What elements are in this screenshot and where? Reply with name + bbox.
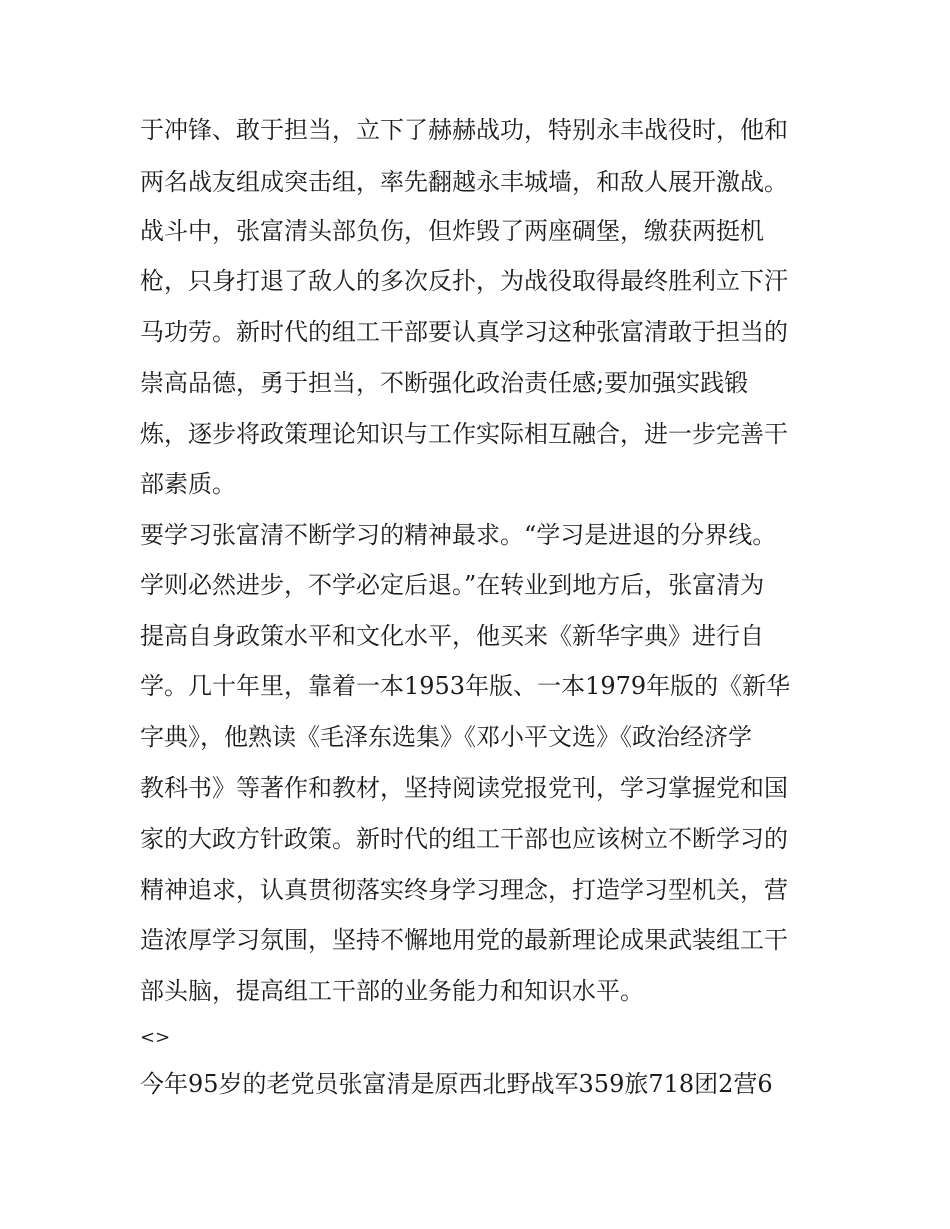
text-line: 部素质。 — [140, 470, 236, 498]
text-line: 教科书》等著作和教材，坚持阅读党报党刊，学习掌握党和国 — [140, 774, 788, 802]
text-line: 学。几十年里，靠着一本1953年版、一本1979年版的《新华 — [140, 672, 791, 700]
text-line: 两名战友组成突击组，率先翻越永丰城墙，和敌人展开激战。 — [140, 168, 788, 196]
text-line: 学则必然进步，不学必定后退。”在转业到地方后，张富清为 — [140, 571, 765, 599]
text-line: 炼，逐步将政策理论知识与工作实际相互融合，进一步完善干 — [140, 420, 788, 448]
text-line: 精神追求，认真贯彻落实终身学习理念，打造学习型机关，营 — [140, 876, 788, 904]
text-line: 字典》，他熟读《毛泽东选集》《邓小平文选》《政治经济学 — [140, 723, 752, 751]
text-line: 于冲锋、敢于担当，立下了赫赫战功，特别永丰战役时，他和 — [140, 116, 788, 144]
text-line: <> — [140, 1027, 171, 1048]
text-line: 枪，只身打退了敌人的多次反扑，为战役取得最终胜利立下汗 — [140, 267, 788, 295]
text-line: 部头脑，提高组工干部的业务能力和知识水平。 — [140, 977, 644, 1005]
text-line: 马功劳。新时代的组工干部要认真学习这种张富清敢于担当的 — [140, 318, 788, 346]
text-line: 战斗中，张富清头部负伤，但炸毁了两座碉堡，缴获两挺机 — [140, 217, 764, 245]
text-line: 造浓厚学习氛围，坚持不懈地用党的最新理论成果武装组工干 — [140, 926, 788, 954]
text-line: 提高自身政策水平和文化水平，他买来《新华字典》进行自 — [140, 622, 764, 650]
text-line: 要学习张富清不断学习的精神最求。“学习是进退的分界线。 — [140, 521, 777, 549]
text-line: 今年95岁的老党员张富清是原西北野战军359旅718团2营6 — [140, 1070, 773, 1098]
text-line: 崇高品德，勇于担当，不断强化政治责任感;要加强实践锻 — [140, 369, 749, 397]
text-line: 家的大政方针政策。新时代的组工干部也应该树立不断学习的 — [140, 825, 788, 853]
